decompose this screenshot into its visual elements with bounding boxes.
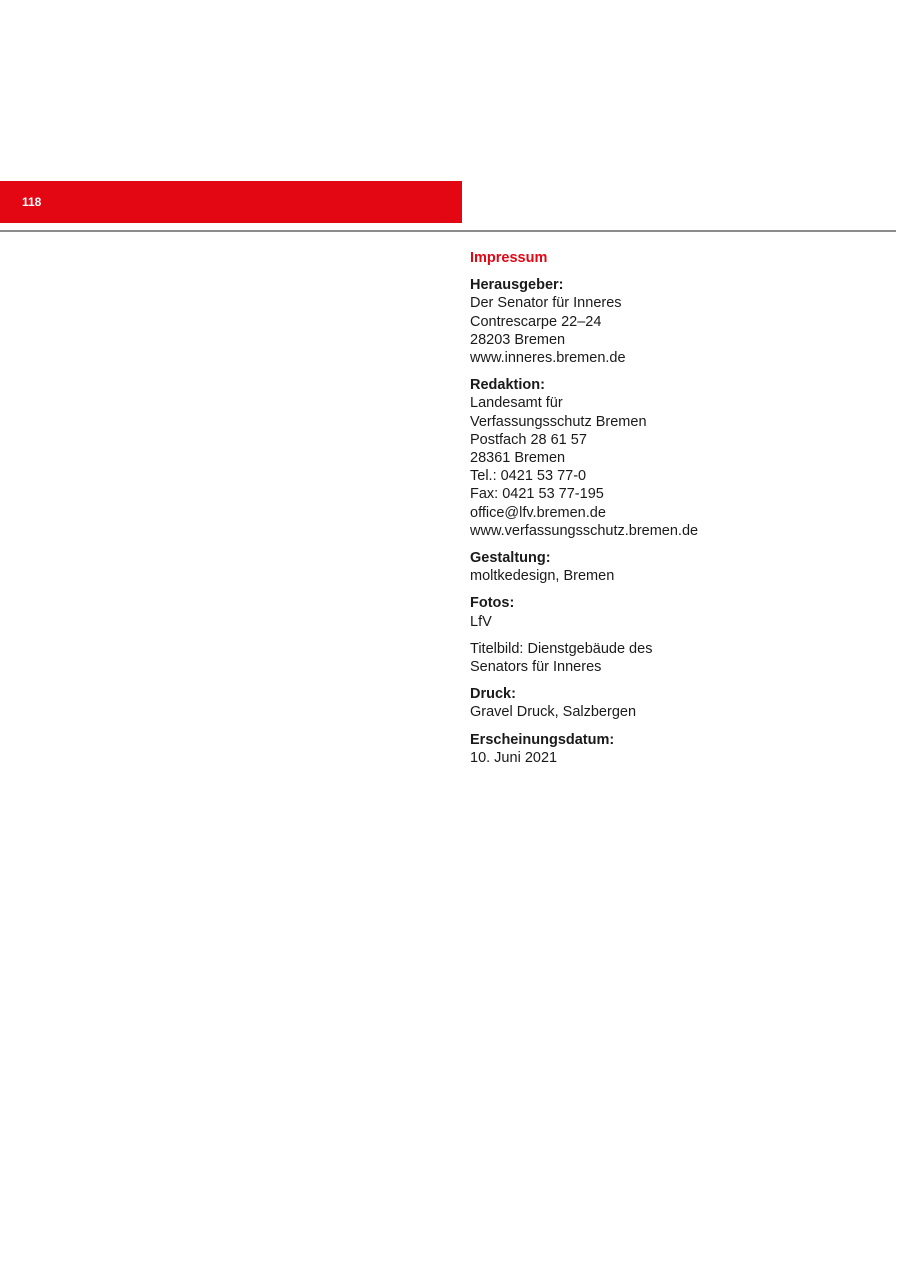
titelbild-block	[470, 640, 890, 676]
redaktion-line: 28361 Bremen	[470, 450, 566, 467]
druck-block	[470, 685, 890, 721]
gestaltung-block	[470, 549, 890, 585]
titelbild-line: Titelbild: Dienstgebäude des	[470, 640, 653, 657]
redaktion-line: Landesamt für	[470, 395, 563, 412]
redaktion-block	[470, 376, 890, 540]
erscheinungsdatum-label: Erscheinungsdatum:	[470, 731, 615, 748]
erscheinungsdatum-block	[470, 731, 890, 767]
fotos-line: LfV	[470, 613, 492, 630]
redaktion-line: Verfassungsschutz Bremen	[470, 413, 647, 430]
redaktion-website-link[interactable]: www.verfassungsschutz.bremen.de	[470, 522, 699, 539]
herausgeber-line: Contrescarpe 22–24	[470, 313, 602, 330]
gestaltung-label: Gestaltung:	[470, 550, 551, 567]
gestaltung-line: moltkedesign, Bremen	[470, 568, 615, 585]
druck-label: Druck:	[470, 686, 516, 703]
erscheinungsdatum-line: 10. Juni 2021	[470, 749, 558, 766]
herausgeber-line: Der Senator für Inneres	[470, 295, 622, 312]
redaktion-fax: Fax: 0421 53 77-195	[470, 486, 604, 503]
redaktion-label: Redaktion:	[470, 377, 545, 394]
herausgeber-website-link[interactable]: www.inneres.bremen.de	[470, 350, 626, 367]
fotos-block	[470, 594, 890, 630]
herausgeber-block	[470, 276, 890, 367]
impressum-section	[470, 249, 890, 776]
fotos-label: Fotos:	[470, 595, 515, 612]
titelbild-line: Senators für Inneres	[470, 659, 602, 676]
redaktion-line: Postfach 28 61 57	[470, 431, 587, 448]
herausgeber-line: 28203 Bremen	[470, 331, 566, 348]
redaktion-phone: Tel.: 0421 53 77-0	[470, 468, 587, 485]
header-rule	[0, 230, 896, 232]
page-number-bar	[0, 181, 462, 223]
redaktion-email-link[interactable]: office@lfv.bremen.de	[470, 504, 606, 521]
herausgeber-label: Herausgeber:	[470, 277, 564, 294]
impressum-title: Impressum	[470, 250, 548, 266]
page-number: 118	[22, 195, 42, 209]
druck-line: Gravel Druck, Salzbergen	[470, 704, 637, 721]
